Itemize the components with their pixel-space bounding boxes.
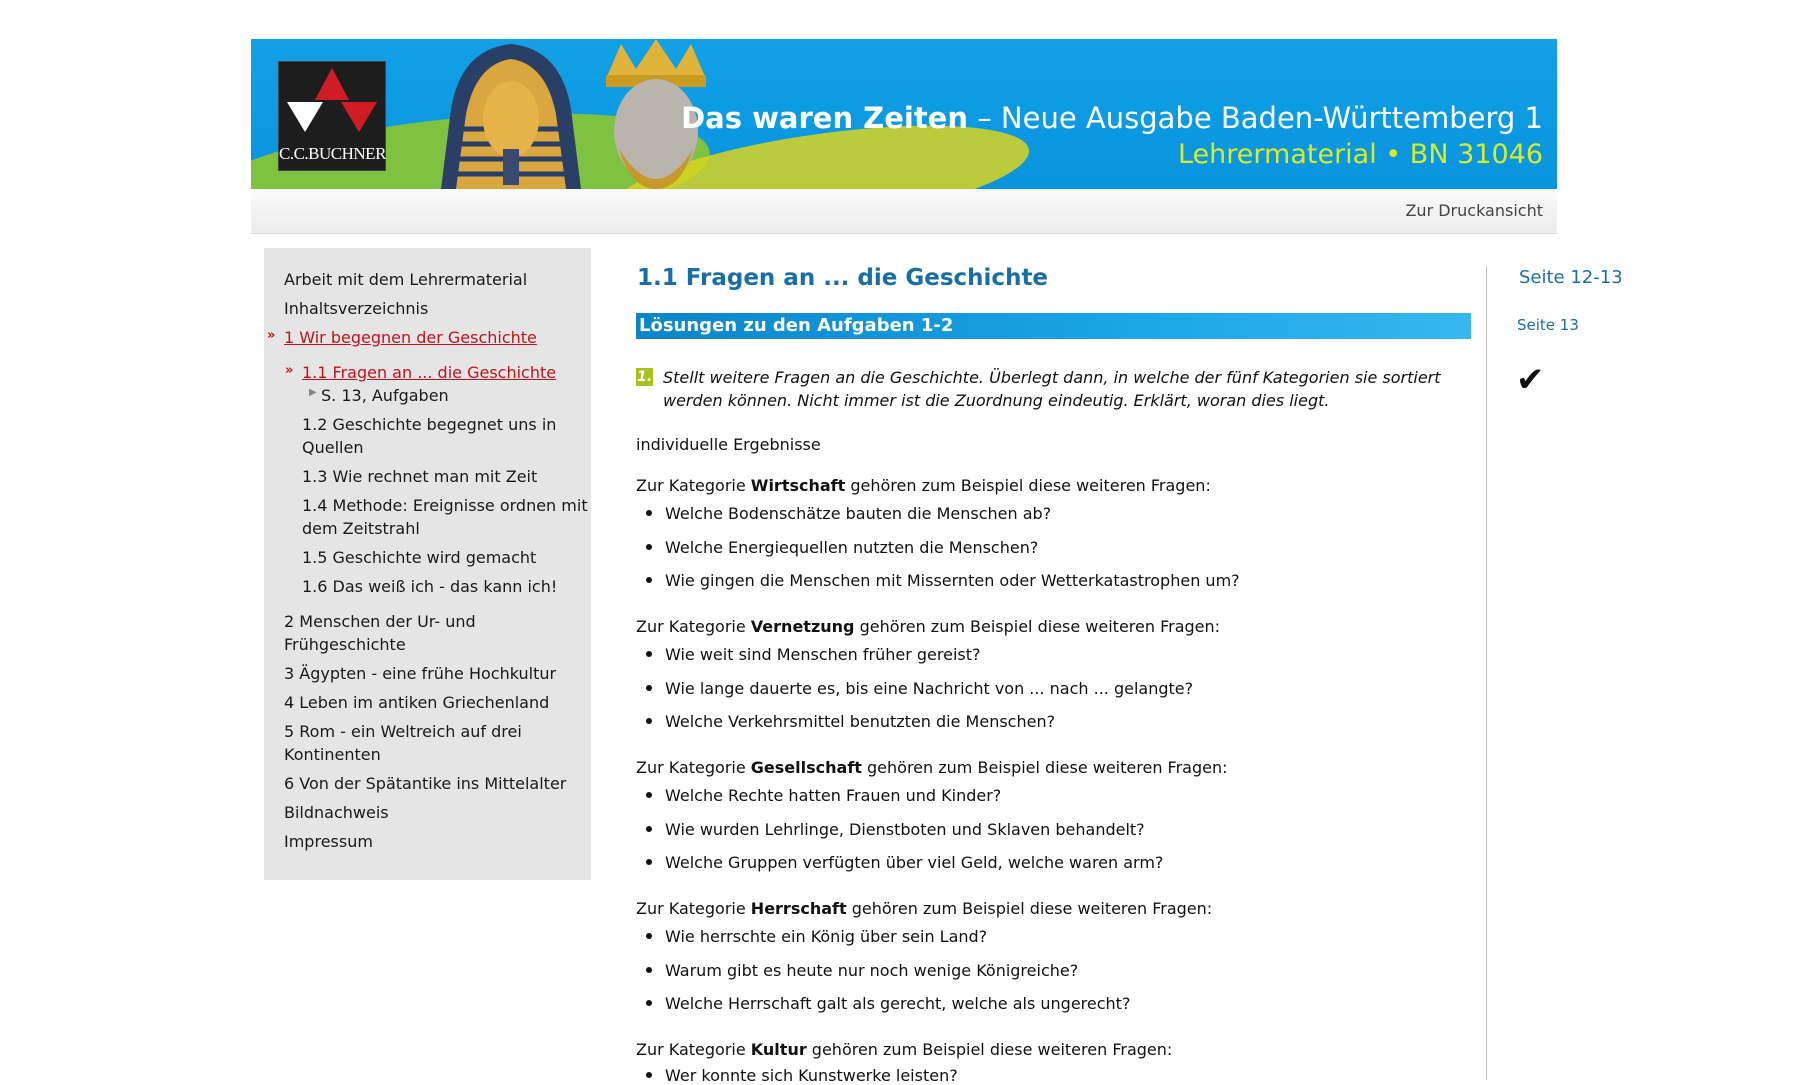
list-item xyxy=(646,504,1051,523)
list-item xyxy=(646,1066,958,1085)
bullet-icon xyxy=(646,1000,652,1006)
header-banner xyxy=(251,39,1557,189)
question-text: Welche Herrschaft galt als gerecht, welche als ungerecht? xyxy=(665,994,1131,1013)
task-number-badge: 1. xyxy=(636,369,653,385)
sidebar-item-chapter-2[interactable]: 2 Menschen der Ur- und Frühgeschichte xyxy=(284,612,476,654)
question-text: Wie gingen die Menschen mit Missernten oder Wetterkatastrophen um? xyxy=(665,571,1240,590)
category-name: Vernetzung xyxy=(750,617,855,636)
category-name: Gesellschaft xyxy=(750,758,862,777)
sidebar-item-inhaltsverzeichnis[interactable]: Inhaltsverzeichnis xyxy=(284,299,429,318)
list-item xyxy=(646,538,1038,557)
bullet-icon xyxy=(646,685,652,691)
task-text: Stellt weitere Fragen an die Geschichte. Überlegt dann, in welche der fünf Kategorien sie sortiert werden können. Nicht immer ist die Zuordnung eindeutig. Erklärt, woran dies liegt. xyxy=(663,368,1441,410)
question-text: Wie herrschte ein König über sein Land? xyxy=(665,927,988,946)
bullet-icon xyxy=(646,967,652,973)
list-item xyxy=(646,571,1240,590)
section-header xyxy=(636,313,1471,339)
bullet-icon xyxy=(646,826,652,832)
bullet-icon xyxy=(646,544,652,550)
sidebar-item-chapter-3[interactable]: 3 Ägypten - eine frühe Hochkultur xyxy=(284,664,557,683)
question-text: Wie weit sind Menschen früher gereist? xyxy=(665,645,981,664)
list-item xyxy=(646,820,1145,839)
checkmark-icon: ✔ xyxy=(1516,360,1545,400)
list-item xyxy=(646,961,1078,980)
category-prefix: Zur Kategorie xyxy=(636,899,751,918)
sidebar-item-1-3[interactable]: 1.3 Wie rechnet man mit Zeit xyxy=(302,467,538,486)
category-name: Herrschaft xyxy=(750,899,847,918)
sidebar-item-1-1[interactable]: 1.1 Fragen an ... die Geschichte xyxy=(302,363,557,382)
section-title: Lösungen zu den Aufgaben 1-2 xyxy=(639,315,954,336)
active-arrow-icon: » xyxy=(267,328,276,343)
logo-text: C.C.BUCHNER xyxy=(279,144,386,163)
page-title: 1.1 Fragen an ... die Geschichte xyxy=(637,265,1049,291)
list-item xyxy=(646,853,1163,872)
list-item xyxy=(646,927,987,946)
category-name: Kultur xyxy=(750,1040,807,1059)
sidebar-item-s13-aufgaben[interactable]: S. 13, Aufgaben xyxy=(321,386,449,405)
sidebar-item-1-6[interactable]: 1.6 Das weiß ich - das kann ich! xyxy=(302,577,558,596)
sidebar-item-chapter-5[interactable]: 5 Rom - ein Weltreich auf drei Kontinenten xyxy=(284,722,522,764)
question-text: Welche Rechte hatten Frauen und Kinder? xyxy=(665,786,1002,805)
category-name: Wirtschaft xyxy=(750,476,846,495)
category-suffix: gehören zum Beispiel diese weiteren Fragen: xyxy=(846,899,1213,918)
category-suffix: gehören zum Beispiel diese weiteren Fragen: xyxy=(861,758,1228,777)
page-range-link[interactable]: Seite 12-13 xyxy=(1519,267,1623,288)
bullet-icon xyxy=(646,933,652,939)
banner-title xyxy=(681,101,1543,135)
list-item xyxy=(646,679,1193,698)
logo-triangles-icon xyxy=(285,68,379,132)
column-divider xyxy=(1486,266,1487,1080)
publisher-logo[interactable] xyxy=(278,61,386,171)
bullet-icon xyxy=(646,651,652,657)
bullet-icon xyxy=(646,1072,652,1078)
banner-title-bold: Das waren Zeiten xyxy=(681,101,968,135)
question-text: Welche Energiequellen nutzten die Menschen? xyxy=(665,538,1039,557)
category-suffix: gehören zum Beispiel diese weiteren Fragen: xyxy=(806,1040,1173,1059)
list-item xyxy=(646,786,1001,805)
bullet-icon xyxy=(646,577,652,583)
sidebar-item-chapter-1[interactable]: 1 Wir begegnen der Geschichte xyxy=(284,328,537,347)
bullet-icon xyxy=(646,510,652,516)
sidebar-item-1-5[interactable]: 1.5 Geschichte wird gemacht xyxy=(302,548,537,567)
list-item xyxy=(646,712,1055,731)
sidebar-nav xyxy=(264,248,591,880)
category-paragraph xyxy=(636,899,1212,918)
banner-title-rest: – Neue Ausgabe Baden-Württemberg 1 xyxy=(968,101,1543,135)
bullet-icon xyxy=(646,718,652,724)
sidebar-item-impressum[interactable]: Impressum xyxy=(284,832,373,851)
question-text: Welche Verkehrsmittel benutzten die Menschen? xyxy=(665,712,1056,731)
category-paragraph xyxy=(636,476,1211,495)
category-paragraph xyxy=(636,1040,1172,1059)
sidebar-item-lehrermaterial[interactable]: Arbeit mit dem Lehrermaterial xyxy=(284,270,528,289)
bullet-icon xyxy=(646,792,652,798)
question-text: Wie lange dauerte es, bis eine Nachricht von ... nach ... gelangte? xyxy=(665,679,1194,698)
category-paragraph xyxy=(636,617,1220,636)
category-prefix: Zur Kategorie xyxy=(636,758,751,777)
list-item xyxy=(646,994,1130,1013)
category-suffix: gehören zum Beispiel diese weiteren Fragen: xyxy=(854,617,1221,636)
sidebar-item-1-2[interactable]: 1.2 Geschichte begegnet uns in Quellen xyxy=(302,415,557,457)
pharaoh-mask-image xyxy=(421,39,591,189)
question-text: Wie wurden Lehrlinge, Dienstboten und Sklaven behandelt? xyxy=(665,820,1145,839)
print-bar xyxy=(251,189,1557,234)
category-prefix: Zur Kategorie xyxy=(636,617,751,636)
category-prefix: Zur Kategorie xyxy=(636,476,751,495)
active-arrow-icon: » xyxy=(285,363,294,378)
sidebar-item-chapter-4[interactable]: 4 Leben im antiken Griechenland xyxy=(284,693,550,712)
question-text: Welche Gruppen verfügten über viel Geld, welche waren arm? xyxy=(665,853,1164,872)
intro-text: individuelle Ergebnisse xyxy=(636,435,821,454)
list-item xyxy=(646,645,981,664)
sidebar-item-bildnachweis[interactable]: Bildnachweis xyxy=(284,803,389,822)
question-text: Wer konnte sich Kunstwerke leisten? xyxy=(665,1066,958,1085)
sub-arrow-icon: ▶ xyxy=(309,387,317,398)
category-prefix: Zur Kategorie xyxy=(636,1040,751,1059)
bullet-icon xyxy=(646,859,652,865)
category-suffix: gehören zum Beispiel diese weiteren Fragen: xyxy=(845,476,1211,495)
banner-subtitle: Lehrermaterial • BN 31046 xyxy=(1177,139,1543,170)
question-text: Welche Bodenschätze bauten die Menschen ab? xyxy=(665,504,1052,523)
question-text: Warum gibt es heute nur noch wenige Königreiche? xyxy=(665,961,1079,980)
print-view-link[interactable]: Zur Druckansicht xyxy=(1405,201,1543,220)
page-link[interactable]: Seite 13 xyxy=(1517,316,1579,334)
category-paragraph xyxy=(636,758,1228,777)
sidebar-item-1-4[interactable]: 1.4 Methode: Ereignisse ordnen mit dem Zeitstrahl xyxy=(302,496,588,538)
sidebar-item-chapter-6[interactable]: 6 Von der Spätantike ins Mittelalter xyxy=(284,774,567,793)
